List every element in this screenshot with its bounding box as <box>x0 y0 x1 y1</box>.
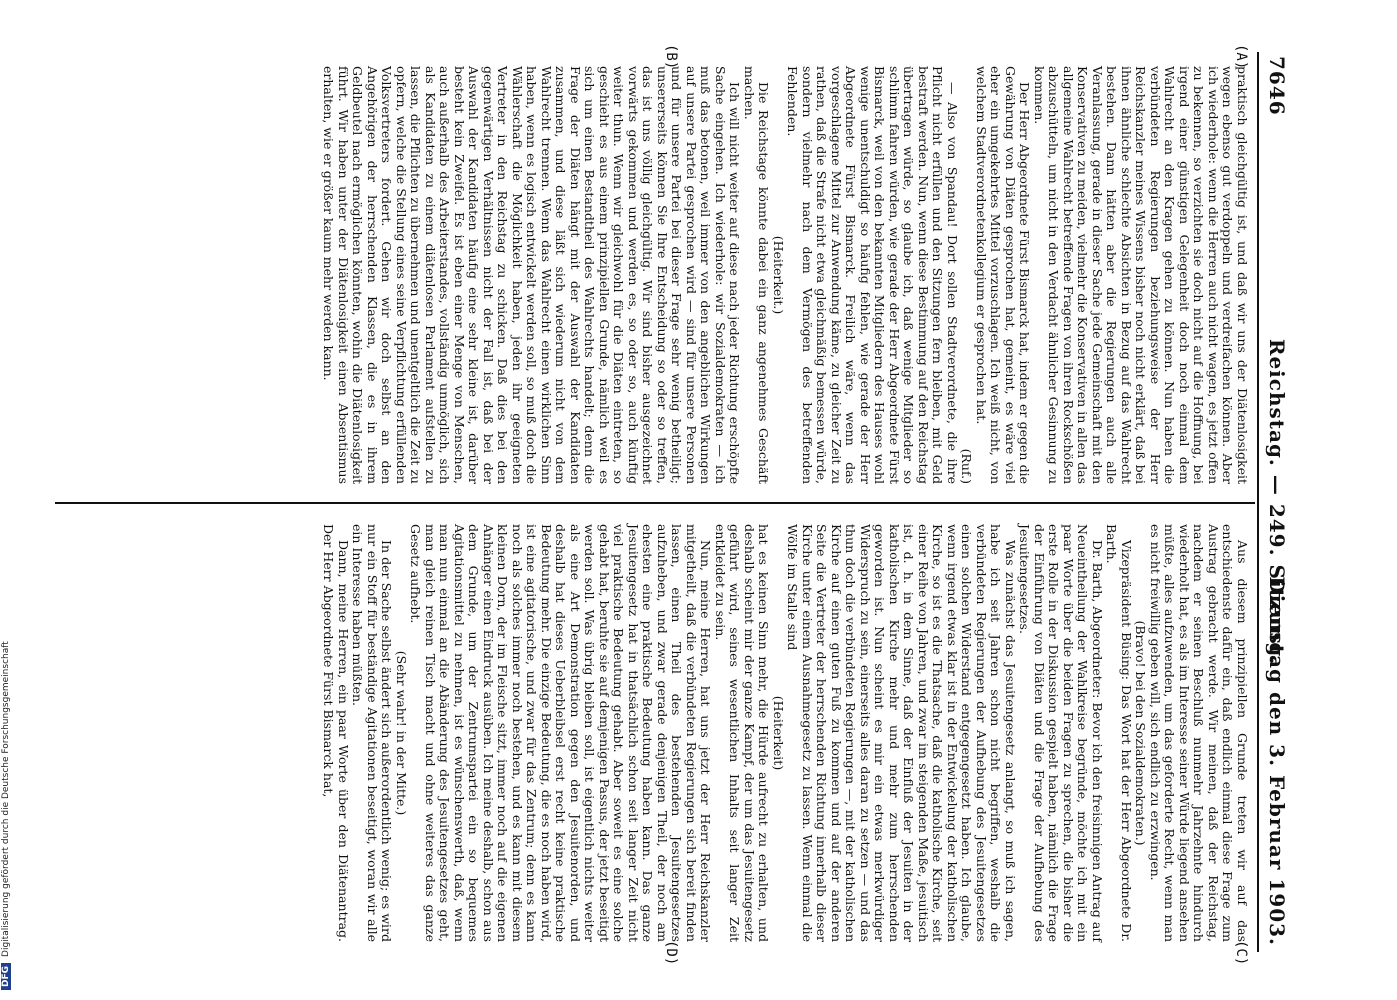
margin-marker-b: (B) <box>663 44 679 70</box>
left-column <box>321 66 1249 484</box>
page-header <box>1259 52 1295 952</box>
interjection: (Heiterkeit.) <box>771 235 786 315</box>
interjection: (Heiterkeit) <box>771 695 786 771</box>
speaker-paragraph: Dr. Barth, Abgeordneter: Bevor ich den freisinnigen Antrag auf Neueintheilung der Wahlkreise begründe, möchte ich mit ein paar Worte über die beiden Fragen zu sprechen, die bisher die erste Rolle in der Diskussion gespielt haben, nämlich die Frage der Einführung von Diäten und die Frage der Aufhebung des Jesuitengesetzes. <box>1017 524 1105 942</box>
digitization-credit <box>1 0 11 990</box>
paragraph: — Also von Spandau! Dort sollen Stadtverordnete, die ihre Pflicht nicht erfüllen und den Sitzungen fern bleiben, mit Geld bestraft werden. Nun, wenn diese Bestimmung auf den Reichstag übertragen würde, so glaube ich, daß wenige Mitglieder so schlimm fahren würden, wie gerade der Herr Abgeordnete Fürst Bismarck, weil von den bekannten Mitgliedern des Hauses wohl wenige unentschuldigt so häufig fehlen, wie gerade der Herr Abgeordnete Fürst Bismarck. Freilich wäre, wenn das vorgeschlagene Mittel zur Anwendung käme, zu gleicher Zeit zu rathen, daß die Strafe nicht etwa gleichmäßig bemessen würde, sondern vielmehr nach dem Vermögen des betreffenden Fehlenden. <box>785 66 960 484</box>
page-number: 7646 <box>1265 56 1289 116</box>
paragraph: Nun, meine Herren, hat uns jetzt der Herr Reichskanzler mitgetheilt, daß die verbündeten Regierungen sich bereit finden lassen, einen Theil des bestehenden Jesuitengesetzes aufzuheben, und zwar gerade denjenigen Theil, der noch am ehesten eine praktische Bedeutung haben kann. Das ganze Jesuitengesetz hat in thatsächlich schon seit langer Zeit nicht viel praktische Bedeutung gehabt. Aber soweit es eine solche gehabt hat, beruhte sie auf demjenigen Passus, der jetzt beseitigt werden soll. Was übrig bleiben soll, ist eigentlich nichts weiter als eine Art Demonstration gegen den Jesuitenorden, und deshalb hat dieses Ueberbleibsel erst recht keine praktische Bedeutung mehr. Die einzige Bedeutung, die es noch haben wird, ist eine agitatorische, und zwar für das Zentrum; denn es kann noch als solches immer noch bestehen, und es kann mit diesem kleinen Dorn, der im Fleische sitzt, immer noch auf die eigenen Anhänger einen Eindruck ausüben. Ich meine deshalb, schon aus dem Grunde, um der Zentrumspartei ein so bequemes Agitationsmittel zu nehmen, ist es wünschenswerth, daß, wenn man nun einmal an die Abänderung des Jesuitengesetzes geht, man gleich reinen Tisch macht und ohne weiteres das ganze Gesetz aufhebt. <box>408 524 714 942</box>
paragraph: Ich will nicht weiter auf diese nach jeder Richtung erschöpfte Sache eingehen. Ich wiederhole: wir Sozialdemokraten — ich muß das betonen, weil immer von den angeblichen Wirkungen auf unsere Partei gesprochen wird — sind für unsere Personen und für unsere Partei bei dieser Frage sehr wenig betheiligt; unsererseits können Sie Ihre Entscheidung so oder so treffen, das ist uns völlig gleichgültig. Wir sind bisher ausgezeichnet vorwärts gekommen und werden es, so oder so, auch künftig weiter thun. Wenn wir gleichwohl für die Diäten eintreten, so geschieht es aus einem prinzipiellen Grunde, nämlich weil es sich um einen Bestandtheil des Wahlrechts handelt; denn die Frage der Diäten hängt mit der Auswahl der Kandidaten zusammen, und diese läßt sich wiederum nicht von dem Wahlrecht trennen. Wenn das Wahlrecht einen wirklichen Sinn haben, wenn es logisch entwickelt werden soll, so muß doch die Wählerschaft die Möglichkeit haben, jeden ihr geeigneten Vertreter in den Reichstag zu schicken. Daß dies bei den gegenwärtigen Verhältnissen nicht der Fall ist, daß bei der Auswahl der Kandidaten häufig eine sehr kleine ist, darüber besteht kein Zweifel. Es ist eben einer Menge von Menschen, auch außerhalb des Arbeiterstandes, vollständig unmöglich, sich als Kandidaten zu einem diätenlosen Parlament aufstellen zu lassen, die Pflichten zu übernehmen und unentgeltlich die Zeit zu opfern, welche die Stellung eines seine Verpflichtung erfüllenden Volksvertreters fordert. Gehen wir doch selbst an den Angehörigen der herrschenden Klassen, die es in ihrem Geldbeutel nach ermöglichen könnten, wohin die Diätenlosigkeit führt. Wir haben unter der Diätenlosigkeit einen Absentismus erhalten, wie er größer kaum mehr werden kann. <box>321 66 743 484</box>
right-column <box>321 524 1249 942</box>
running-title: Reichstag. — 249. Sitzung. <box>1265 338 1289 666</box>
margin-marker-a: (A) <box>1233 44 1249 70</box>
interjection: (Bravo! bei den Sozialdemokraten.) <box>1133 620 1149 846</box>
dfg-logo: DFG <box>1 963 11 990</box>
interjection: (Ruf.) <box>959 448 975 484</box>
running-date: Dienstag den 3. Februar 1903. <box>1265 576 1289 946</box>
interjection: (Sehr wahr! in der Mitte.) <box>394 650 409 816</box>
paragraph: Der Herr Abgeordnete Fürst Bismarck hat, indem er gegen die Gewährung von Diäten gesprochen hat, gemeint, es wäre viel eher ein umgekehrtes Mittel vorzuschlagen. Ich weiß nicht, von welchem Stadtverordnetenkollegium er gesprochen hat. <box>974 66 1033 484</box>
header-rule <box>1258 52 1260 952</box>
margin-marker-c: (C) <box>1233 940 1249 966</box>
paragraph: hat es keinen Sinn mehr, die Hürde aufrecht zu erhalten, und deshalb scheint mir der ganze Kampf, der um das Jesuitengesetz geführt wird, seines wesentlichen Inhalts seit langer Zeit entkleidet zu sein. <box>713 524 772 942</box>
paragraph: Dann, meine Herren, ein paar Worte über den Diätenantrag. Der Herr Abgeordnete Fürst Bismarck hat, <box>321 524 351 942</box>
paragraph: Aus diesem prinzipiellen Grunde treten wir auf das entschiedenste dafür ein, daß endlich einmal diese Frage zum Austrag gebracht werde. Wir meinen, daß der Reichstag, nachdem er seinen Beschluß nunmehr Jahrzehnte hindurch wiederholt hat, es als im Interesse seiner Würde liegend ansehen müßte, alles aufzuwenden, um das geforderte Recht, wenn man es nicht freiwillig geben will, sich endlich zu erzwingen. <box>1148 524 1250 942</box>
paragraph: Was zunächst das Jesuitengesetz anlangt, so muß ich sagen, habe ich seit Jahren schon nicht begriffen, weshalb die verbündeten Regierungen der Aufhebung des Jesuitengesetzes einen solchen Widerstand entgegengesetzt haben. Ich glaube, wenn irgend etwas klar ist in der Entwickelung der katholischen Kirche, so ist es die Thatsache, daß die katholische Kirche, seit einer Reihe von Jahren, und zwar im steigenden Maße, jesuitisch ist, d. h. in dem Sinne, daß der Einfluß der Jesuiten in der katholischen Kirche mehr und mehr zum herrschenden geworden ist. Nun scheint es mir ein etwas merkwürdiger Widerspruch zu sein, einerseits alles daran zu setzen — und das thun doch die verbündeten Regierungen —, mit der katholischen Kirche auf einen guten Fuß zu kommen und auf der anderen Seite die Vertreter der herrschenden Richtung innerhalb dieser Kirche unter einem Ausnahmegesetz zu lassen. Wenn einmal die Wölfe im Stalle sind <box>785 524 1018 942</box>
speaker-paragraph: Vizepräsident Büsing: Das Wort hat der Herr Abgeordnete Dr. Barth. <box>1104 524 1134 942</box>
rotated-newspaper-page <box>50 44 1295 966</box>
margin-marker-d: (D) <box>663 940 679 966</box>
paragraph: Die Reichstage könnte dabei ein ganz angenehmes Geschäft machen. <box>742 66 772 484</box>
paragraph: praktisch gleichgültig ist, und daß wir uns der Diätenlosigkeit wegen ebenso gut verdoppeln und verdreifachen können. Aber ich wiederhole: wenn die Herren auch nicht wagen, es jetzt offen zu bekennen, so verzichten sie doch nicht auf die Hoffnung, bei irgend einer günstigen Gelegenheit doch noch einmal dem Wahlrecht an den Kragen gehen zu können. Nun haben die verbündeten Regierungen beziehungsweise der Herr Reichskanzler meines Wissens bisher noch nicht erklärt, daß bei ihnen ähnliche schlechte Absichten in Bezug auf das Wahlrecht bestehen. Dann hätten aber die Regierungen auch alle Veranlassung, gerade in dieser Sache jede Gemeinschaft mit den Konservativen zu meiden, vielmehr die Konservativen in allen das allgemeine Wahlrecht betreffende Fragen von ihren Rockschößen abzuschütteln, um nicht in den Verdacht ähnlicher Gesinnung zu kommen. <box>1032 66 1250 484</box>
credit-text: Digitalisierung gefördert durch die Deutsche Forschungsgemeinschaft <box>1 641 11 957</box>
paragraph: In der Sache selbst ändert sich außerordentlich wenig; es wird nur ein Stoff für beständige Agitationen beseitigt, woran wir alle ein Interesse haben müßten. <box>350 524 395 942</box>
column-divider <box>55 502 1255 504</box>
